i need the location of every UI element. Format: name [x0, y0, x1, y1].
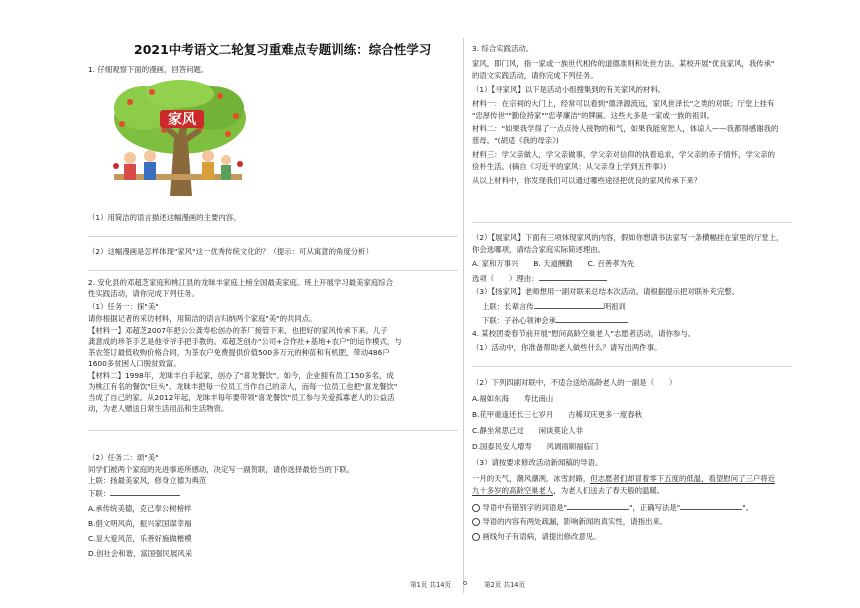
option-a[interactable]: A.承传统美德，克己奉公树榜样 — [88, 504, 192, 513]
reason-blank[interactable] — [539, 272, 607, 281]
material-2-line: 动，为老人赠送日常生活用品和生活物资。 — [88, 404, 229, 413]
question-4-2: （2）下列四副对联中，不适合送给高龄老人的一副是（ ） — [472, 378, 677, 387]
revision-item-3: 画线句子有语病，请提出修改意见。 — [472, 531, 601, 542]
material-1-line: 茶农签订最低收购价格合同，为茶农户免费提供价值500多万元的种苗和有机肥，带动486户 — [88, 348, 390, 357]
task-1-heading: （1）任务一：探"美" — [88, 302, 159, 311]
couplet-option-b[interactable]: B.花甲重逢还长三七岁月 古稀双庆更多一度春秋 — [472, 410, 643, 419]
divider — [472, 222, 792, 223]
subtask-2-line: （2）【展家风】下面有三项体现家风的内容，假如你想请书法家写一条横幅挂在家里的厅堂上， — [472, 233, 784, 242]
question-4-3: （3）请按要求修改活动新闻稿的导语。 — [472, 458, 603, 467]
number-3-icon — [472, 533, 480, 541]
page-number-left: 第1页 共14页 — [410, 581, 452, 589]
number-2-icon — [472, 518, 480, 526]
revision-item-1: 导语中有错别字的词语是" "，正确写法是" "。 — [472, 501, 753, 513]
fold-marker-icon: o — [463, 579, 468, 587]
option-c[interactable]: C.显大爱风范，乐善好施做楷模 — [88, 534, 192, 543]
subtask-3-heading: （3）【扬家风】老师想用一副对联来总结本次活动。请根据提示把对联补充完整。 — [472, 287, 740, 296]
question-1: 1. 仔细观察下面的漫画，回答问题。 — [88, 65, 209, 74]
family-tree-cartoon — [100, 78, 256, 196]
task-2-instruction: 同学们被两个家庭的先进事迹所感动，决定写一副贺联，请你选择最恰当的下联。 — [88, 465, 355, 474]
subtask-1-heading: （1）【寻家风】以下是活动小组搜集到的有关家风的材料。 — [472, 85, 666, 94]
option-d[interactable]: D.创社会和谐，富国强民展风采 — [88, 549, 193, 558]
revision-item-2: 导语的内容有两处疏漏，影响新闻的真实性，请指出来。 — [472, 516, 667, 527]
material-2-line: 材料二："如果我学得了一点点待人接物的和气，如果我能宽恕人，体谅人——我都得感谢我的 — [472, 124, 779, 133]
couplet-lower-blank[interactable] — [556, 314, 628, 323]
intro-line: 家风，即门风，指一家或一族世代相传的道德准则和处世方法。某校开展"优良家风，我传承" — [472, 59, 775, 68]
divider — [88, 236, 458, 237]
subtask-2-selection: 选项（ ）理由： — [472, 272, 607, 284]
material-1-line: 龚意成的珍茶手艺是他爷爷手把手教的。邓超芝创办"公司+合作社+基地+农户"的运作模式，与 — [88, 337, 402, 346]
subtask-1-question: 从以上材料中，你发现我们可以通过哪些途径把优良的家风传承下来？ — [472, 176, 702, 185]
divider — [88, 270, 458, 271]
cartoon-word: 家风 — [168, 112, 196, 128]
question-4-1: （1）活动中，你准备帮助老人做些什么？请写出两件事。 — [472, 343, 662, 352]
material-2-line: 为桃江有名的餐饮"巨头"。龙昧丰把每一位员工当作自己的亲人，而每一位员工也把"喜龙餐饮" — [88, 382, 398, 391]
answer-blank[interactable] — [110, 487, 180, 496]
correct-word-blank[interactable] — [680, 501, 742, 510]
material-1-line: 【材料一】邓超芝2007年把公公龚寿松创办的茶厂接管下来，也把好的家风传承下来。儿子 — [88, 326, 388, 335]
question-2: 2. 安化县的邓超芝家庭和桃江县的龙昧丰家庭上榜全国最美家庭。班上开展学习最美家庭综合 — [88, 278, 394, 287]
column-divider — [463, 38, 464, 593]
question-4: 4. 某校团委春节前开展"慰问高龄空巢老人"志愿者活动，请你参与。 — [472, 329, 696, 338]
task-1-instruction: 请你根据记者的采访材料，用简洁的语言归纳两个家庭"美"的共同点。 — [88, 314, 317, 323]
material-3-line: 材料三：学父亲做人，学父亲做事，学父亲对信仰的执着追求，学父亲的赤子情怀，学父亲的 — [472, 150, 776, 159]
couplet-upper: 上联：扬最美家风，修身立德为典范 — [88, 476, 207, 485]
couplet-option-a[interactable]: A.福如东海 寿比南山 — [472, 394, 554, 403]
divider — [472, 366, 792, 367]
option-b[interactable]: B.倡文明风尚，振兴家国谋幸福 — [88, 519, 192, 528]
news-lead-line-2: 九十多岁的高龄空巢老人，为老人们送去了春天般的温暖。 — [472, 486, 665, 495]
question-1-2: （2）这幅漫画是怎样体现"家风"这一优秀传统文化的？（提示：可从寓意的角度分析） — [88, 247, 373, 256]
intro-line: 的语文实践活动，请你完成下列任务。 — [472, 71, 598, 80]
news-lead-line-1: 一月的天气，潮风潮冽，冰雪封路，但志愿者们却冒着零下五度的低温，看望慰问了三户将近 — [472, 474, 776, 483]
task-2-heading: （2）任务二：颂"美" — [88, 453, 159, 462]
page-title: 2021中考语文二轮复习重难点专题训练：综合性学习 — [134, 42, 432, 57]
material-3-line: 俭朴生活。(摘自《习近平的家风：从父亲身上学到五件事》) — [472, 162, 667, 171]
subtask-2-options: A. 家和万事兴 B. 天道酬勤 C. 百善孝为先 — [472, 259, 635, 268]
question-3: 3. 综合实践活动。 — [472, 44, 534, 53]
couplet-lower-label: 下联： — [88, 487, 180, 499]
wrong-word-blank[interactable] — [567, 501, 629, 510]
page-number-right: 第2页 共14页 — [484, 581, 526, 589]
underlined-sentence: 但志愿者们却冒着零下五度的低温，看望慰问了三户将近 — [590, 474, 776, 483]
material-2-line: 当成了自己的家。从2012年起，龙昧丰每年要带领"喜龙餐饮"员工参与关爱孤寡老人的公益活 — [88, 393, 395, 402]
material-2-line: 慈母。"(胡适《我的母亲》) — [472, 136, 559, 145]
question-2-line-2: 性实践活动，请你完成下列任务。 — [88, 289, 199, 298]
material-2-line: 【材料二】1998年，龙昧丰白手起家，创办了"喜龙餐饮"。如今，企业拥有员工150多名，成 — [88, 371, 394, 380]
couplet-upper-blank[interactable] — [534, 300, 604, 309]
couplet-option-d[interactable]: D.国泰民安人增寿 风调雨顺福临门 — [472, 442, 599, 451]
material-1-line: "忠厚传世""勤俭持家""忠孝廉洁"的牌匾。这些大多是一家或一族的祖训。 — [472, 111, 715, 120]
couplet-lower: 下联：子孙心领神会承 — [482, 314, 628, 326]
material-1-line: 1600多贫困人口脱贫致富。 — [88, 359, 181, 368]
material-1-line: 材料一：在宗祠的大门上，经常可以看到"德泽源流远，家风世泽长"之类的对联；厅堂上挂有 — [472, 99, 775, 108]
underlined-sentence: 九十多岁的高龄空巢老人 — [472, 486, 554, 495]
number-1-icon — [472, 504, 480, 512]
subtask-2-line: 你会选哪项，请结合家庭实际简述理由。 — [472, 245, 606, 254]
couplet-upper: 上联：长辈言传 明祖训 — [482, 302, 626, 311]
divider — [88, 430, 458, 431]
couplet-option-c[interactable]: C.静坐常思己过 闲谈莫论人非 — [472, 426, 583, 435]
question-1-1: （1）用简洁的语言描述这幅漫画的主要内容。 — [88, 213, 241, 222]
